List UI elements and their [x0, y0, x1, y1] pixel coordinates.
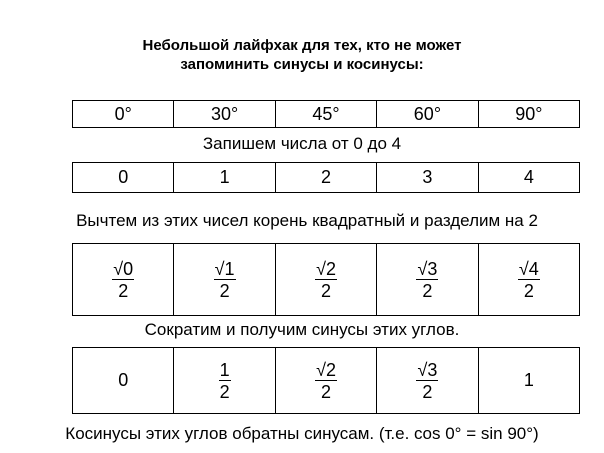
- number-cell: 1: [173, 163, 274, 192]
- angle-cell: 90°: [478, 101, 579, 127]
- fraction-denominator: 2: [321, 280, 332, 301]
- fraction: [112, 259, 134, 301]
- fraction-numerator: √4: [518, 258, 539, 279]
- fraction-denominator: 2: [219, 280, 230, 301]
- number-cell: 2: [275, 163, 376, 192]
- sine-cell: 1: [478, 348, 579, 413]
- fraction-denominator: 2: [219, 381, 230, 402]
- fraction-numerator: √3: [417, 359, 438, 380]
- step3-caption: Сократим и получим синусы этих углов.: [144, 320, 460, 339]
- footer-caption: Косинусы этих углов обратны синусам. (т.е. cos 0° = sin 90°): [65, 424, 539, 443]
- angle-cell: 0°: [114, 103, 132, 124]
- fraction-numerator: √2: [316, 258, 336, 279]
- fraction: [518, 259, 540, 301]
- number-cell: 3: [376, 163, 477, 192]
- angle-cell: 45°: [275, 101, 376, 127]
- sines-row: [72, 347, 580, 414]
- fraction-numerator: √3: [417, 258, 438, 279]
- root-fraction-cell: [173, 244, 274, 315]
- sine-cell: 0: [118, 370, 129, 390]
- number-cell: 4: [478, 163, 579, 192]
- step1-caption: Запишем числа от 0 до 4: [202, 134, 402, 153]
- fraction: [315, 259, 337, 301]
- fraction-numerator: √2: [316, 359, 336, 380]
- fraction: [219, 360, 231, 402]
- angle-cell: 30°: [173, 101, 274, 127]
- fraction-numerator: √0: [113, 258, 134, 279]
- root-fraction-cell: [376, 244, 477, 315]
- fraction: [416, 259, 438, 301]
- fraction-denominator: 2: [523, 280, 534, 301]
- angle-cell: 60°: [376, 101, 477, 127]
- fraction-denominator: 2: [321, 381, 332, 402]
- fraction: [315, 360, 337, 402]
- fraction-numerator: 1: [219, 359, 230, 380]
- fraction-denominator: 2: [422, 381, 433, 402]
- angles-row: [72, 100, 580, 128]
- fraction: [214, 259, 236, 301]
- sine-cell: [376, 348, 477, 413]
- fraction-denominator: 2: [118, 280, 129, 301]
- root-fractions-row: [72, 243, 580, 316]
- fraction: [416, 360, 438, 402]
- numbers-row: [72, 162, 580, 193]
- title-line-1: Небольшой лайфхак для тех, кто не может: [142, 37, 462, 54]
- root-fraction-cell: [73, 244, 173, 315]
- root-fraction-cell: [478, 244, 579, 315]
- fraction-numerator: √1: [214, 258, 235, 279]
- root-fraction-cell: [275, 244, 376, 315]
- sine-cell: [173, 348, 274, 413]
- number-cell: 0: [118, 167, 129, 187]
- step2-caption: Вычтем из этих чисел корень квадратный и разделим на 2: [76, 211, 538, 230]
- sine-cell: [275, 348, 376, 413]
- fraction-denominator: 2: [422, 280, 433, 301]
- title-line-2: запоминить синусы и косинусы:: [180, 56, 424, 73]
